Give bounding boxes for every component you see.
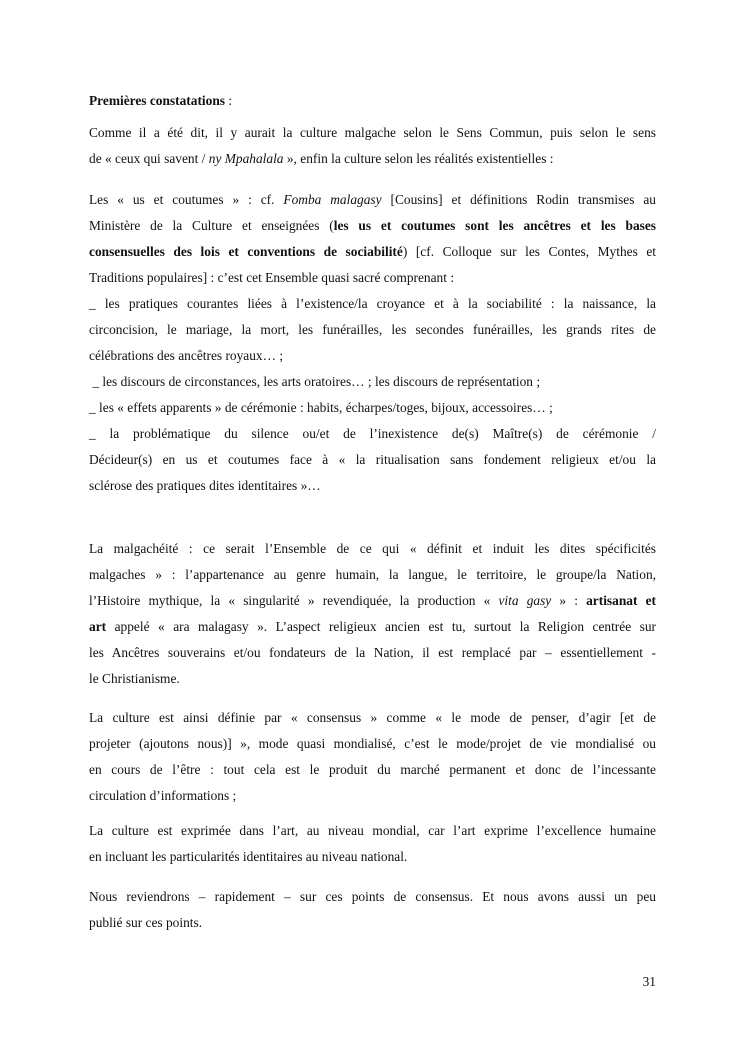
text-line: en cours de l’être : tout cela est le produit du marché permanent et donc de l’incessante <box>89 762 656 777</box>
text-span: de « ceux qui savent / <box>89 151 209 166</box>
text-span: appelé « ara malagasy ». L’aspect religieux ancien est tu, surtout la Religion centrée sur <box>106 619 656 634</box>
paragraph-3 <box>89 536 656 692</box>
text-line: circulation d’informations ; <box>89 788 237 803</box>
text-line: La malgachéité : ce serait l’Ensemble de ce qui « définit et induit les dites spécificités <box>89 541 656 556</box>
text-line: sclérose des pratiques dites identitaires »… <box>89 478 321 493</box>
italic-term: Fomba malagasy <box>283 192 382 207</box>
paragraph-5 <box>89 818 656 870</box>
list-item: _ les « effets apparents » de cérémonie : habits, écharpes/toges, bijoux, accessoires… ; <box>89 400 553 415</box>
text-line: La culture est exprimée dans l’art, au niveau mondial, car l’art exprime l’excellence humaine <box>89 823 656 838</box>
paragraph-1 <box>89 120 656 172</box>
section-heading <box>89 88 656 114</box>
text-line: projeter (ajoutons nous)] », mode quasi mondialisé, c’est le mode/projet de vie mondialisé ou <box>89 736 656 751</box>
text-line: Nous reviendrons – rapidement – sur ces points de consensus. Et nous avons aussi un peu <box>89 889 656 904</box>
heading-title: Premières constatations <box>89 93 225 108</box>
bold-text: art <box>89 619 107 634</box>
text-line: célébrations des ancêtres royaux… ; <box>89 348 284 363</box>
list-item: _ les discours de circonstances, les arts oratoires… ; les discours de représentation ; <box>89 374 541 389</box>
text-span: l’Histoire mythique, la « singularité » revendiquée, la production « <box>89 593 499 608</box>
text-span: » : <box>551 593 587 608</box>
list-item: _ la problématique du silence ou/et de l’inexistence de(s) Maître(s) de cérémonie / <box>89 426 656 441</box>
italic-term: ny Mpahalala <box>208 151 284 166</box>
text-span: Les « us et coutumes » : cf. <box>89 192 284 207</box>
text-span: [Cousins] et définitions Rodin transmises au <box>381 192 656 207</box>
text-span: », enfin la culture selon les réalités existentielles : <box>283 151 554 166</box>
text-line: malgaches » : l’appartenance au genre humain, la langue, le territoire, le groupe/la Nation, <box>89 567 656 582</box>
paragraph-6 <box>89 884 656 936</box>
heading-suffix: : <box>225 93 233 108</box>
text-line: Traditions populaires] : c’est cet Ensemble quasi sacré comprenant : <box>89 270 455 285</box>
list-item: _ les pratiques courantes liées à l’existence/la croyance et à la sociabilité : la naissance, la <box>89 296 656 311</box>
bold-text: consensuelles des lois et conventions de sociabilité <box>89 244 403 259</box>
text-line: Décideur(s) en us et coutumes face à « la ritualisation sans fondement religieux et/ou la <box>89 452 656 467</box>
text-span: ) [cf. Colloque sur les Contes, Mythes et <box>402 244 656 259</box>
text-span: Ministère de la Culture et enseignées ( <box>89 218 334 233</box>
text-line: La culture est ainsi définie par « consensus » comme « le mode de penser, d’agir [et de <box>89 710 656 725</box>
bold-text: les us et coutumes sont les ancêtres et les bases <box>333 218 657 233</box>
text-line: publié sur ces points. <box>89 915 203 930</box>
paragraph-4 <box>89 705 656 809</box>
page-number: 31 <box>642 974 656 989</box>
text-line: le Christianisme. <box>89 671 180 686</box>
text-line: circoncision, le mariage, la mort, les funérailles, les secondes funérailles, les grands rites de <box>89 322 656 337</box>
paragraph-2 <box>89 187 656 499</box>
bold-text: artisanat et <box>586 593 656 608</box>
text-line: en incluant les particularités identitaires au niveau national. <box>89 849 408 864</box>
text-line: Comme il a été dit, il y aurait la culture malgache selon le Sens Commun, puis selon le sens <box>89 125 656 140</box>
text-line: les Ancêtres souverains et/ou fondateurs de la Nation, il est remplacé par – essentiellement - <box>89 645 656 660</box>
italic-term: vita gasy <box>498 593 552 608</box>
